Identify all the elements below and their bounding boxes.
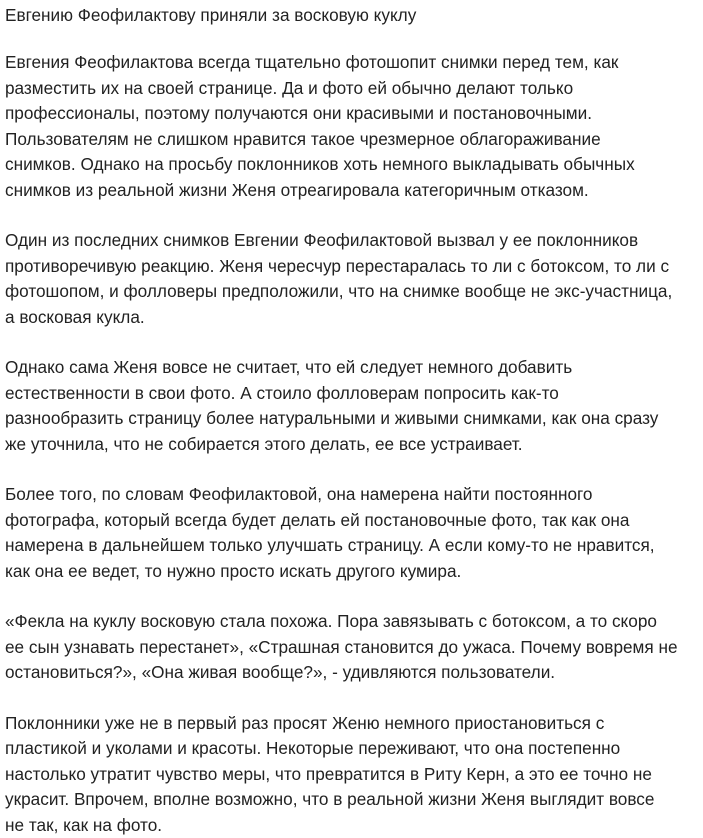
paragraph-1: Евгения Феофилактова всегда тщательно фотошопит снимки перед тем, как разместить их на своей странице. Да и фото ей обычно делают только профессионалы, поэтому получаются они красивыми и постановочными. Пользователям не слишком нравится такое чрезмерное облагораживание снимков. Однако на просьбу поклонников хоть немного выкладывать обычных снимков из реальной жизни Женя отреагировала категоричным отказом. (5, 50, 701, 203)
paragraph-3: Однако сама Женя вовсе не считает, что ей следует немного добавить естественности в свои фото. А стоило фолловерам попросить как-то разнообразить страницу более натуральными и живыми снимками, как она сразу же уточнила, что не собирается этого делать, ее все устраивает. (5, 355, 701, 457)
paragraph-6: Поклонники уже не в первый раз просят Женю немного приостановиться с пластикой и уколами и красоты. Некоторые переживают, что она постепенно настолько утратит чувство меры, что превратится в Риту Керн, а это ее точно не украсит. Впрочем, вполне возможно, что в реальной жизни Женя выглядит вовсе не так, как на фото. (5, 711, 701, 838)
paragraph-5: «Фекла на куклу восковую стала похожа. Пора завязывать с ботоксом, а то скоро ее сын узнавать перестанет», «Страшная становится до ужаса. Почему вовремя не остановиться?», «Она живая вообще?», - удивляются пользователи. (5, 609, 701, 686)
article-title: Евгению Феофилактову приняли за восковую куклу (5, 3, 701, 28)
paragraph-2: Один из последних снимков Евгении Феофилактовой вызвал у ее поклонников противоречивую реакцию. Женя чересчур перестаралась то ли с ботоксом, то ли с фотошопом, и фолловеры предположили, что на снимке вообще не экс-участница, а восковая кукла. (5, 228, 701, 330)
paragraph-4: Более того, по словам Феофилактовой, она намерена найти постоянного фотографа, который всегда будет делать ей постановочные фото, так как она намерена в дальнейшем только улучшать страницу. А если кому-то не нравится, как она ее ведет, то нужно просто искать другого кумира. (5, 482, 701, 584)
article (5, 0, 701, 838)
